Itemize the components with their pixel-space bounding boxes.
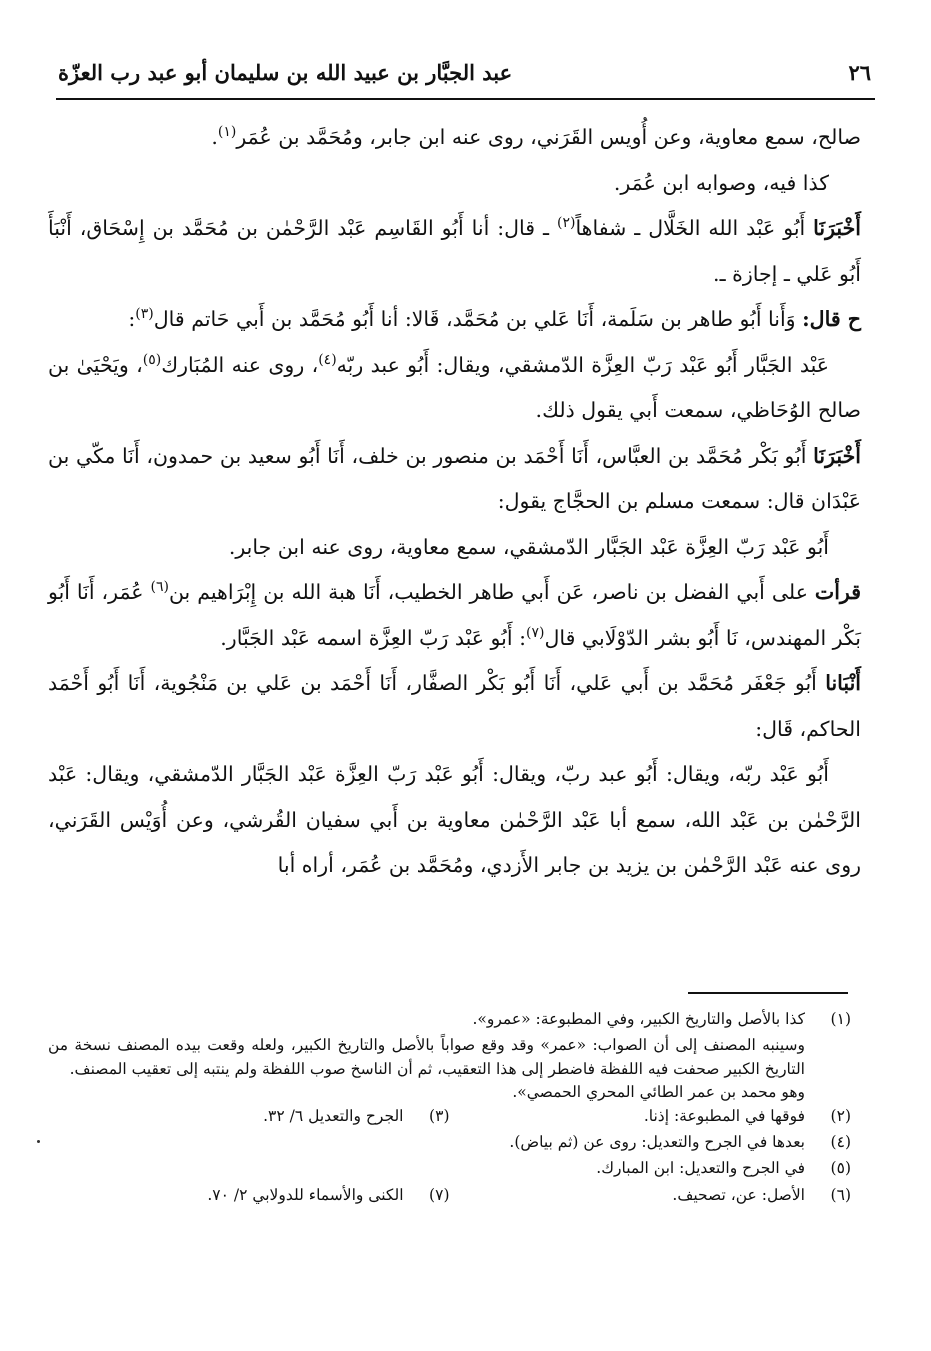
footnote-pair — [48, 1184, 851, 1207]
paragraph-7: أَبُو عَبْد رَبّ العِزَّة عَبْد الجَبَّار الدّمشقي، سمع معاوية، روى عنه ابن جابر. — [228, 534, 829, 559]
footnote-1 — [48, 1008, 851, 1031]
footnote-ref-7: (٧) — [525, 624, 545, 641]
footnote-text: كذا بالأصل والتاريخ الكبير، وفي المطبوعة: «عمرو». — [472, 1010, 805, 1028]
footnote-number: (٧) — [429, 1185, 450, 1204]
footnote-1-continuation: وسينبه المصنف إلى أن الصواب: «عمر» وقد وقع صواباً بالأصل والتاريخ الكبير، ولعله وقعت بيده المصنف نسخة من التاريخ الكبير صحفت فيه اللفظة فاضطر إلى هذا التعقيب، ثم أن الناسخ صوب اللفظة ولم ينتبه إلى تعقيب المصنف. — [48, 1036, 805, 1078]
footnote-number: (٤) — [830, 1133, 851, 1152]
running-title: عبد الجبَّار بن عبيد الله بن سليمان أبو عبد رب العزّة — [58, 60, 513, 85]
page-number: ٢٦ — [848, 60, 871, 85]
footnote-ref-5: (٥) — [142, 351, 162, 368]
footnote-pair — [48, 1105, 851, 1128]
paragraph-lead: قرأت — [814, 580, 861, 604]
paragraph-3: أَخْبَرَنَا أَبُو عَبْد الله الخَلَّال ـ شفاهاً$^{(٢)}$ ـ قال: أنا أَبُو القَاسِم عَبْد الرَّحْمٰن بن مُحَمَّد بن إِسْحَاق، أَنْبَأَ أَبُو عَلي ـ إجازة ـ. — [48, 215, 861, 286]
footnote-ref-3: (٣) — [135, 306, 154, 323]
footnote-number: (٣) — [429, 1106, 450, 1125]
footnote-number: (١) — [830, 1010, 851, 1028]
paragraph-10: أَبُو عَبْد ربّه، ويقال: أَبُو عبد ربّ، ويقال: أَبُو عَبْد رَبّ العِزَّة عَبْد الجَبَّار الدّمشقي، ويقال: عَبْد الرَّحْمٰن بن عَبْد الله، سمع أبا عَبْد الرَّحْمٰن معاوية بن أَبي سفيان القُرشي، وعن أُوَيْس القَرَني، روى عنه عَبْد الرَّحْمٰن بن يزيد بن جابر الأَزدي، ومُحَمَّد بن عُمَر، أراه أبا — [48, 762, 861, 877]
paragraph-4: ح قال: وَأَنا أَبُو طاهر بن سَلَمة، أَنَا عَلي بن مُحَمَّد، قَالا: أنا أَبُو مُحَمَّد بن أَبي حَاتم قال$^{(٣)}$: — [128, 306, 861, 331]
footnote-ref-2: (٢) — [556, 215, 576, 232]
footnote-text: في الجرح والتعديل: ابن المبارك. — [596, 1159, 805, 1178]
header-rule — [56, 98, 875, 100]
footnote-4 — [48, 1131, 851, 1154]
footnote-6 — [450, 1184, 852, 1207]
footnote-5 — [48, 1157, 851, 1180]
footnote-ref-1: (١) — [217, 124, 237, 141]
footnote-ref-6: (٦) — [150, 579, 169, 596]
footnote-2 — [450, 1105, 852, 1128]
paragraph-2: كذا فيه، وصوابه ابن عُمَر. — [613, 170, 829, 195]
paragraph-lead: أَخْبَرَنَا — [813, 443, 861, 468]
footnote-number: (٥) — [830, 1159, 851, 1178]
paragraph-lead: ح قال: — [802, 307, 861, 331]
main-text — [48, 115, 861, 889]
footnote-number: (٢) — [830, 1106, 851, 1125]
paragraph-5: عَبْد الجَبَّار أَبُو عَبْد رَبّ العِزَّة الدّمشقي، ويقال: أَبُو عبد ربّه$^{(٤)}$، روى عنه المُبَارك$^{(٥)}$، ويَحْيَىٰ بن صالح الوُحَاظي، سمعت أَبي يقول ذلك. — [48, 351, 861, 422]
footnote-rule — [688, 992, 848, 994]
footnote-text: الكنى والأسماء للدولابي ٢/ ٧٠. — [207, 1185, 404, 1204]
footnote-number: (٦) — [830, 1185, 851, 1204]
paragraph-8: قرأت على أَبي الفضل بن ناصر، عَن أَبي طاهر الخطيب، أَنَا هبة الله بن إِبْرَاهيم بن$^{(٦)}$ عُمَر، أَنَا أَبُو بَكْر المهندس، نَا أَبُو بشر الدّوْلَابي قال$^{(٧)}$: أَبُو عَبْد رَبّ العِزَّة اسمه عَبْد الجَبَّار. — [48, 579, 861, 650]
stray-mark — [37, 1140, 40, 1143]
paragraph-lead: أَنْبَانا — [825, 671, 861, 695]
footnote-text: بعدها في الجرح والتعديل: روى عن (ثم بياض). — [509, 1133, 805, 1152]
footnotes — [48, 1008, 851, 1210]
footnote-1-continuation: وهو محمد بن عمر الطائي المحري الحمصي». — [512, 1083, 805, 1102]
footnote-3 — [48, 1105, 450, 1128]
footnote-7 — [48, 1184, 450, 1207]
paragraph-6: أَخْبَرَنَا أَبُو بَكْر مُحَمَّد بن العبَّاس، أَنَا أَحْمَد بن منصور بن خلف، أَنَا أَبُو سعيد بن حمدون، أَنَا مكّي بن عَبْدَان قال: سمعت مسلم بن الحجَّاج يقول: — [48, 443, 861, 513]
footnote-text: الجرح والتعديل ٦/ ٣٢. — [263, 1106, 404, 1125]
paragraph-1: صالح، سمع معاوية، وعن أُويس القَرَني، روى عنه ابن جابر، ومُحَمَّد بن عُمَر$^{(١)}$. — [211, 124, 861, 149]
footnote-text: فوقها في المطبوعة: إذنا. — [643, 1106, 805, 1125]
paragraph-lead: أَخْبَرَنَا — [813, 216, 861, 240]
running-header — [58, 58, 871, 98]
footnote-text: الأصل: عن، تصحيف. — [672, 1185, 805, 1204]
paragraph-9: أَنْبَانا أَبُو جَعْفَر مُحَمَّد بن أَبي عَلي، أَنَا أَبُو بَكْر الصفَّار، أَنَا أَحْمَد بن عَلي بن مَنْجُوية، أَنَا أَبُو أَحْمَد الحاكم، قَال: — [48, 671, 861, 741]
footnote-ref-4: (٤) — [318, 351, 337, 368]
